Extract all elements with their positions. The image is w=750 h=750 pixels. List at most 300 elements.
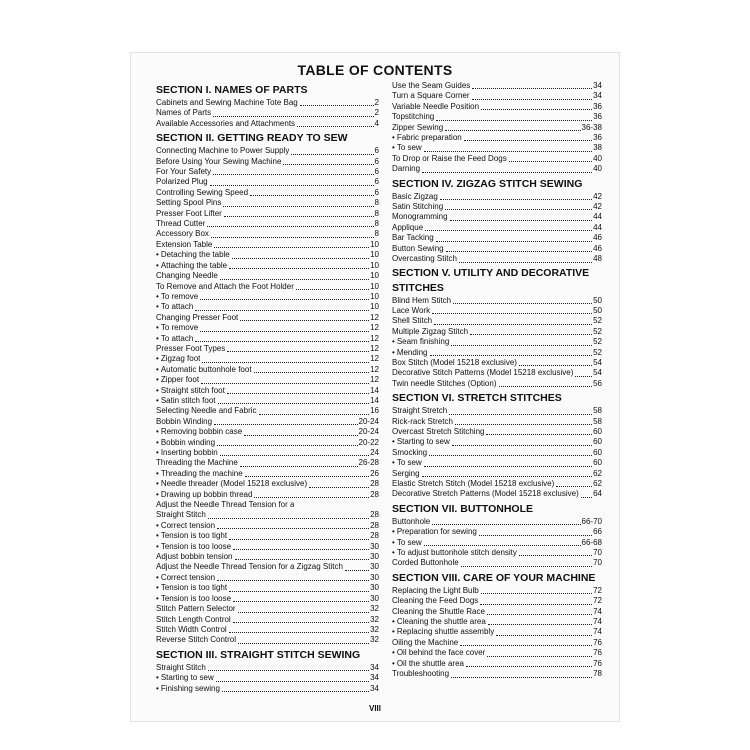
dot-leader xyxy=(432,313,592,314)
toc-entry xyxy=(156,177,379,187)
toc-entry-label: Names of Parts xyxy=(156,108,212,118)
toc-entry xyxy=(156,98,379,108)
toc-entry-page: 36-38 xyxy=(581,122,602,132)
toc-entry xyxy=(156,292,379,302)
toc-entry-label: Before Using Your Sewing Machine xyxy=(156,156,282,166)
dot-leader xyxy=(222,691,369,692)
toc-entry-page: 24 xyxy=(370,448,379,457)
toc-entry-label: To sew xyxy=(396,143,422,153)
dot-leader xyxy=(556,486,592,487)
toc-entry-label: Box Stitch (Model 15218 exclusive) xyxy=(392,357,517,367)
toc-entry xyxy=(392,91,602,101)
toc-entry xyxy=(156,562,379,572)
toc-entry-label: Button Sewing xyxy=(392,243,444,253)
toc-entry-label: Shell Stitch xyxy=(392,316,433,326)
bullet-icon: • xyxy=(156,531,159,541)
dot-leader xyxy=(296,289,369,290)
toc-entry xyxy=(156,594,379,604)
toc-entry-page: 72 xyxy=(593,596,602,606)
toc-entry xyxy=(156,635,379,645)
toc-entry-label: Adjust the Needle Thread Tension for a xyxy=(156,500,295,510)
dot-leader xyxy=(214,247,369,248)
bullet-icon: • xyxy=(156,593,159,603)
toc-entry xyxy=(392,154,602,164)
bullet-icon: • xyxy=(156,683,159,693)
toc-entry xyxy=(156,375,379,385)
toc-entry xyxy=(392,437,602,447)
dot-leader xyxy=(445,130,580,131)
toc-entry-page: 10 xyxy=(370,239,379,249)
toc-entry-label: To remove xyxy=(160,323,199,333)
toc-entry-page: 50 xyxy=(593,305,602,315)
toc-entry-page: 34 xyxy=(370,662,379,672)
toc-entry-label: Tension is too tight xyxy=(160,531,228,541)
dot-leader xyxy=(223,206,373,207)
toc-entry xyxy=(156,417,379,427)
dot-leader xyxy=(461,566,592,567)
bullet-icon: • xyxy=(156,302,159,312)
toc-entry xyxy=(156,583,379,593)
toc-entry-page: 60 xyxy=(593,437,602,447)
toc-entry-page: 12 xyxy=(370,343,379,353)
toc-entry xyxy=(392,659,602,669)
dot-leader xyxy=(472,88,592,89)
section-heading: SECTION VI. STRETCH STITCHES xyxy=(392,392,562,405)
toc-entry-page: 30 xyxy=(370,593,379,603)
dot-leader xyxy=(445,209,592,210)
toc-entry xyxy=(392,648,602,658)
section-heading: SECTION VII. BUTTONHOLE xyxy=(392,502,533,515)
toc-entry-page: 12 xyxy=(370,333,379,343)
dot-leader xyxy=(434,324,592,325)
toc-entry-page: 8 xyxy=(374,198,379,208)
toc-entry-page: 10 xyxy=(370,291,379,301)
toc-entry-label: Presser Foot Lifter xyxy=(156,208,222,218)
dot-leader xyxy=(455,424,592,425)
toc-entry xyxy=(156,500,379,510)
toc-entry xyxy=(392,379,602,389)
toc-entry-page: 28 xyxy=(370,489,379,499)
toc-entry-label: Available Accessories and Attachments xyxy=(156,118,296,128)
toc-entry-label: Correct tension xyxy=(160,572,216,582)
toc-entry-label: Zipper Sewing xyxy=(392,122,444,132)
dot-leader xyxy=(202,362,369,363)
toc-entry-label: Presser Foot Types xyxy=(156,343,226,353)
dot-leader xyxy=(210,185,374,186)
toc-entry-label: Twin needle Stitches (Option) xyxy=(392,378,497,388)
dot-leader xyxy=(220,279,369,280)
dot-leader xyxy=(453,303,592,304)
toc-entry-label: Oiling the Machine xyxy=(392,637,459,647)
toc-entry xyxy=(156,427,379,437)
toc-entry xyxy=(156,406,379,416)
toc-entry xyxy=(156,198,379,208)
toc-entry-page: 42 xyxy=(593,191,602,201)
toc-entry xyxy=(156,479,379,489)
dot-leader xyxy=(200,331,369,332)
page-title: TABLE OF CONTENTS xyxy=(297,62,453,78)
dot-leader xyxy=(451,345,592,346)
toc-entry-label: Cleaning the shuttle area xyxy=(396,617,486,627)
toc-entry xyxy=(156,271,379,281)
toc-entry-label: Threading the Machine xyxy=(156,458,238,468)
toc-entry-label: Zigzag foot xyxy=(160,354,201,364)
bullet-icon: • xyxy=(156,489,159,499)
dot-leader xyxy=(449,414,592,415)
dot-leader xyxy=(464,140,592,141)
dot-leader xyxy=(430,355,593,356)
toc-entry-page: 48 xyxy=(593,254,602,264)
toc-entry-label: Attaching the table xyxy=(160,260,228,270)
toc-entry-label: Extension Table xyxy=(156,239,213,249)
section-heading: SECTION I. NAMES OF PARTS xyxy=(156,84,308,96)
dot-leader xyxy=(499,386,593,387)
toc-entry-label: Inserting bobbin xyxy=(160,448,218,457)
dot-leader xyxy=(450,220,593,221)
bullet-icon: • xyxy=(156,375,159,385)
dot-leader xyxy=(460,645,592,646)
bullet-icon: • xyxy=(392,143,395,153)
toc-entry-page: 46 xyxy=(593,243,602,253)
toc-entry-page: 34 xyxy=(593,81,602,90)
dot-leader xyxy=(214,424,357,425)
toc-entry xyxy=(156,240,379,250)
toc-entry xyxy=(392,133,602,143)
toc-entry-page: 34 xyxy=(370,683,379,693)
bullet-icon: • xyxy=(392,133,395,143)
bullet-icon: • xyxy=(156,291,159,301)
toc-entry-page: 76 xyxy=(593,658,602,668)
toc-entry xyxy=(156,282,379,292)
bullet-icon: • xyxy=(392,617,395,627)
toc-entry xyxy=(156,573,379,583)
dot-leader xyxy=(429,455,592,456)
toc-entry-page: 66-68 xyxy=(581,537,602,547)
toc-entry-label: Lace Work xyxy=(392,305,431,315)
section-heading: SECTION V. UTILITY AND DECORATIVE STITCHES xyxy=(392,266,590,294)
toc-entry-page: 30 xyxy=(370,541,379,551)
toc-entry-page: 62 xyxy=(593,468,602,478)
toc-entry-label: Seam finishing xyxy=(396,337,450,347)
toc-entry xyxy=(392,427,602,437)
manual-page xyxy=(130,52,620,722)
toc-entry-page: 26-28 xyxy=(358,458,379,468)
dot-leader xyxy=(440,199,592,200)
toc-entry-label: Detaching the table xyxy=(160,250,230,260)
dot-leader xyxy=(446,251,593,252)
toc-entry-page: 8 xyxy=(374,208,379,218)
dot-leader xyxy=(424,545,581,546)
bullet-icon: • xyxy=(156,323,159,333)
toc-entry-label: To adjust buttonhole stitch density xyxy=(396,548,517,558)
bullet-icon: • xyxy=(156,395,159,405)
toc-entry-page: 44 xyxy=(593,222,602,232)
toc-entry-page: 52 xyxy=(593,326,602,336)
toc-entry xyxy=(156,458,379,468)
toc-entry-label: To sew xyxy=(396,537,422,547)
toc-entry xyxy=(156,188,379,198)
toc-entry-label: Accessory Box xyxy=(156,229,209,239)
dot-leader xyxy=(575,376,592,377)
toc-entry-page: 64 xyxy=(593,489,602,499)
toc-entry xyxy=(156,615,379,625)
bullet-icon: • xyxy=(156,468,159,478)
dot-leader xyxy=(227,393,369,394)
toc-entry xyxy=(392,223,602,233)
toc-entry-page: 30 xyxy=(370,552,379,562)
toc-entry xyxy=(156,521,379,531)
toc-left-column xyxy=(156,81,379,694)
toc-entry-label: Stitch Pattern Selector xyxy=(156,604,236,614)
toc-entry-page: 32 xyxy=(370,614,379,624)
dot-leader xyxy=(208,670,369,671)
toc-entry-label: Adjust the Needle Thread Tension for a Zigzag Stitch xyxy=(156,562,343,572)
toc-entry-label: Polarized Plug xyxy=(156,177,208,187)
toc-entry xyxy=(392,469,602,479)
dot-leader xyxy=(509,161,592,162)
toc-entry-page: 12 xyxy=(370,354,379,364)
toc-entry xyxy=(392,102,602,112)
dot-leader xyxy=(452,445,592,446)
dot-leader xyxy=(479,535,592,536)
toc-entry-label: Elastic Stretch Stitch (Model 15218 exclusive) xyxy=(392,479,555,488)
toc-entry-page: 6 xyxy=(374,156,379,166)
toc-entry xyxy=(392,112,602,122)
toc-entry xyxy=(392,617,602,627)
toc-entry-label: To Drop or Raise the Feed Dogs xyxy=(392,153,507,163)
toc-entry-label: Straight Stretch xyxy=(392,406,448,416)
toc-entry-page: 2 xyxy=(374,108,379,118)
toc-entry-label: Basic Zigzag xyxy=(392,191,438,201)
toc-entry-page: 20-22 xyxy=(358,437,379,447)
toc-entry-page: 76 xyxy=(593,648,602,658)
toc-entry-label: Correct tension xyxy=(160,520,216,530)
toc-entry xyxy=(392,244,602,254)
toc-entry-page: 20-24 xyxy=(358,416,379,426)
bullet-icon: • xyxy=(156,427,159,437)
toc-entry xyxy=(392,254,602,264)
toc-entry xyxy=(392,638,602,648)
toc-entry xyxy=(392,327,602,337)
toc-entry-label: To attach xyxy=(160,302,194,312)
toc-entry-label: Variable Needle Position xyxy=(392,101,480,111)
toc-entry xyxy=(156,302,379,312)
toc-entry xyxy=(392,586,602,596)
dot-leader xyxy=(436,241,592,242)
toc-entry xyxy=(156,663,379,673)
dot-leader xyxy=(195,341,369,342)
dot-leader xyxy=(480,604,592,605)
toc-entry-label: Thread Cutter xyxy=(156,219,206,229)
toc-entry-page: 10 xyxy=(370,302,379,312)
toc-entry-label: Stitch Width Control xyxy=(156,624,227,634)
dot-leader xyxy=(213,116,373,117)
toc-entry-page: 36 xyxy=(593,101,602,111)
toc-entry xyxy=(156,323,379,333)
toc-entry-page: 8 xyxy=(374,219,379,229)
toc-entry-page: 60 xyxy=(593,458,602,468)
dot-leader xyxy=(229,632,369,633)
toc-entry-label: Straight Stitch xyxy=(156,510,206,520)
toc-entry-page: 58 xyxy=(593,416,602,426)
bullet-icon: • xyxy=(156,260,159,270)
section-heading: SECTION VIII. CARE OF YOUR MACHINE xyxy=(392,571,596,584)
toc-entry-label: Use the Seam Guides xyxy=(392,81,471,90)
toc-entry xyxy=(156,119,379,129)
toc-entry-label: Drawing up bobbin thread xyxy=(160,489,253,499)
toc-entry-label: Replacing shuttle assembly xyxy=(396,627,495,637)
dot-leader xyxy=(309,487,369,488)
toc-entry-page: 10 xyxy=(370,260,379,270)
toc-entry-page: 76 xyxy=(593,637,602,647)
toc-entry-label: Tension is too loose xyxy=(160,541,232,551)
page-number: VIII xyxy=(368,704,381,713)
dot-leader xyxy=(216,681,369,682)
dot-leader xyxy=(245,476,369,477)
section-heading: SECTION III. STRAIGHT STITCH SEWING xyxy=(156,648,361,661)
toc-entry-page: 54 xyxy=(593,357,602,367)
toc-entry-page: 54 xyxy=(593,368,602,378)
toc-entry-label: Satin stitch foot xyxy=(160,395,216,405)
toc-entry xyxy=(392,596,602,606)
bullet-icon: • xyxy=(156,572,159,582)
toc-entry-page: 56 xyxy=(593,378,602,388)
toc-entry-page: 42 xyxy=(593,202,602,212)
toc-entry-label: Cleaning the Feed Dogs xyxy=(392,596,479,606)
bullet-icon: • xyxy=(392,627,395,637)
dot-leader xyxy=(519,365,592,366)
toc-entry xyxy=(392,558,602,568)
dot-leader xyxy=(283,164,373,165)
toc-entry xyxy=(392,406,602,416)
dot-leader xyxy=(229,591,369,592)
dot-leader xyxy=(240,466,358,467)
toc-entry-label: Stitch Length Control xyxy=(156,614,231,624)
toc-entry xyxy=(156,167,379,177)
dot-leader xyxy=(466,666,592,667)
toc-entry-page: 32 xyxy=(370,604,379,614)
bullet-icon: • xyxy=(392,437,395,447)
dot-leader xyxy=(238,643,369,644)
toc-entry xyxy=(392,527,602,537)
toc-entry-label: Darning xyxy=(392,164,421,174)
toc-entry-label: To Remove and Attach the Foot Holder xyxy=(156,281,294,291)
dot-leader xyxy=(233,601,369,602)
toc-right-column xyxy=(392,81,602,680)
toc-entry-page: 14 xyxy=(370,395,379,405)
toc-entry-page: 8 xyxy=(374,229,379,239)
section-heading: SECTION II. GETTING READY TO SEW xyxy=(156,132,348,145)
toc-entry-page: 28 xyxy=(370,479,379,489)
toc-entry-page: 12 xyxy=(370,323,379,333)
bullet-icon: • xyxy=(156,520,159,530)
toc-entry-page: 4 xyxy=(374,118,379,128)
toc-entry-page: 6 xyxy=(374,146,379,156)
toc-entry-page: 32 xyxy=(370,624,379,634)
toc-entry xyxy=(392,669,602,679)
dot-leader xyxy=(300,105,374,106)
toc-entry xyxy=(156,344,379,354)
toc-entry xyxy=(156,261,379,271)
toc-entry xyxy=(156,354,379,364)
toc-entry-page: 10 xyxy=(370,250,379,260)
toc-entry-page: 60 xyxy=(593,426,602,436)
toc-entry-page: 6 xyxy=(374,187,379,197)
dot-leader xyxy=(227,351,369,352)
toc-entry-label: Changing Presser Foot xyxy=(156,312,239,322)
dot-leader xyxy=(486,434,592,435)
toc-entry-label: Bobbin Winding xyxy=(156,416,213,426)
toc-entry xyxy=(392,348,602,358)
toc-entry-page: 70 xyxy=(593,548,602,558)
toc-entry-label: Serging xyxy=(392,468,420,478)
toc-entry-label: Preparation for sewing xyxy=(396,527,477,537)
toc-entry xyxy=(156,510,379,520)
dot-leader xyxy=(213,174,373,175)
toc-entry-page: 10 xyxy=(370,281,379,291)
bullet-icon: • xyxy=(392,347,395,357)
toc-entry xyxy=(156,250,379,260)
toc-entry xyxy=(392,417,602,427)
toc-entry-label: Blind Hem Stitch xyxy=(392,295,452,305)
toc-entry-page: 12 xyxy=(370,375,379,385)
toc-entry-page: 52 xyxy=(593,347,602,357)
bullet-icon: • xyxy=(392,537,395,547)
toc-entry-label: Replacing the Light Bulb xyxy=(392,585,479,595)
dot-leader xyxy=(200,299,369,300)
toc-entry xyxy=(392,458,602,468)
toc-entry-page: 6 xyxy=(374,167,379,177)
toc-entry xyxy=(156,448,379,458)
bullet-icon: • xyxy=(392,337,395,347)
dot-leader xyxy=(470,334,592,335)
toc-entry-page: 26 xyxy=(370,468,379,478)
toc-entry xyxy=(156,209,379,219)
dot-leader xyxy=(297,126,374,127)
toc-entry-label: Corded Buttonhole xyxy=(392,558,459,568)
toc-entry-page: 28 xyxy=(370,531,379,541)
toc-entry-page: 74 xyxy=(593,627,602,637)
dot-leader xyxy=(259,414,370,415)
toc-entry xyxy=(156,542,379,552)
dot-leader xyxy=(481,109,592,110)
dot-leader xyxy=(519,555,592,556)
toc-entry xyxy=(392,202,602,212)
toc-entry-page: 66-70 xyxy=(581,516,602,526)
dot-leader xyxy=(211,237,374,238)
toc-entry-label: Overcast Stretch Stitching xyxy=(392,426,485,436)
toc-entry-label: Troubleshooting xyxy=(392,669,450,679)
bullet-icon: • xyxy=(156,448,159,457)
bullet-icon: • xyxy=(392,658,395,668)
dot-leader xyxy=(254,372,370,373)
toc-entry xyxy=(392,81,602,91)
toc-entry-page: 66 xyxy=(593,527,602,537)
toc-entry-page: 16 xyxy=(370,406,379,416)
toc-entry-label: Finishing sewing xyxy=(160,683,220,693)
toc-entry-page: 60 xyxy=(593,447,602,457)
toc-entry xyxy=(156,604,379,614)
toc-entry xyxy=(156,438,379,448)
toc-entry-label: Controlling Sewing Speed xyxy=(156,187,249,197)
toc-entry-label: For Your Safety xyxy=(156,167,212,177)
toc-entry xyxy=(392,212,602,222)
dot-leader xyxy=(233,549,369,550)
toc-entry-page: 14 xyxy=(370,385,379,395)
toc-entry-label: Smocking xyxy=(392,447,428,457)
toc-entry xyxy=(392,316,602,326)
toc-entry-page: 20-24 xyxy=(358,427,379,437)
